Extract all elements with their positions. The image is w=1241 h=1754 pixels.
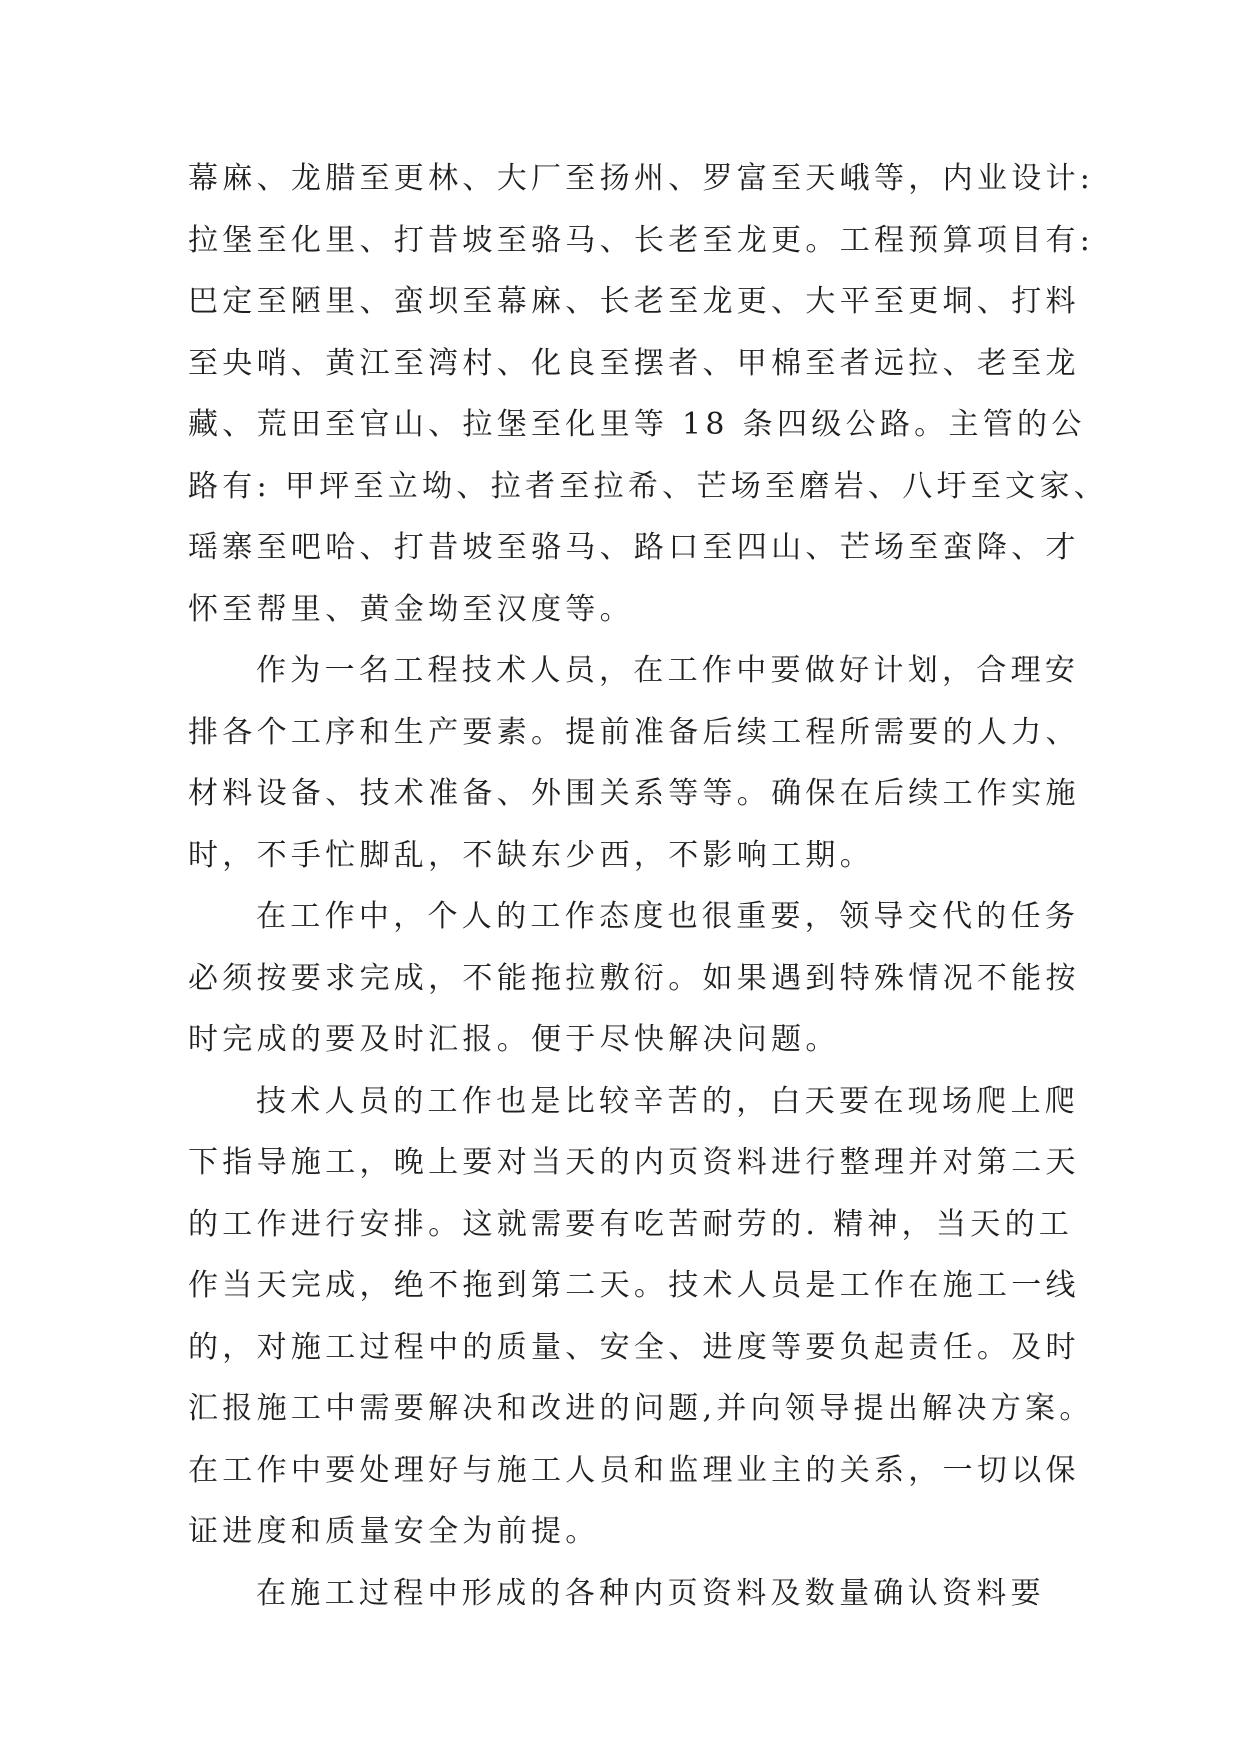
text-line: 瑶寨至吧哈、打昔坡至骆马、路口至四山、芒场至蛮降、才 (188, 530, 1080, 565)
text-line: 排各个工序和生产要素。提前准备后续工程所需要的人力、 (188, 714, 1080, 750)
text-line: 路有: 甲坪至立坳、拉者至拉希、芒场至磨岩、八圩至文家、 (188, 468, 1109, 504)
text-line: 在施工过程中形成的各种内页资料及数量确认资料要 (256, 1575, 1045, 1611)
document-body (188, 148, 1109, 1624)
text-line: 幕麻、龙腊至更林、大厂至扬州、罗富至天峨等，内业设计: (188, 161, 1095, 196)
text-line: 材料设备、技术准备、外围关系等等。确保在后续工作实施 (188, 776, 1080, 811)
text-line: 至央哨、黄江至湾村、化良至摆者、甲棉至者远拉、老至龙 (188, 345, 1080, 381)
text-line: 时，不手忙脚乱，不缺东少西，不影响工期。 (188, 837, 874, 873)
text-line: 作当天完成，绝不拖到第二天。技术人员是工作在施工一线 (188, 1268, 1080, 1303)
text-line: 巴定至陋里、蛮坝至幕麻、长老至龙更、大平至更垌、打料 (188, 284, 1080, 319)
text-line: 作为一名工程技术人员，在工作中要做好计划，合理安 (256, 653, 1080, 688)
text-line: 怀至帮里、黄金坳至汉度等。 (188, 591, 634, 627)
text-line: 下指导施工，晚上要对当天的内页资料进行整理并对第二天 (188, 1145, 1080, 1180)
text-line: 藏、荒田至官山、拉堡至化里等 18 条四级公路。主管的公 (188, 407, 1086, 442)
text-line: 拉堡至化里、打昔坡至骆马、长老至龙更。工程预算项目有: (188, 222, 1095, 258)
text-line: 技术人员的工作也是比较辛苦的，白天要在现场爬上爬 (256, 1083, 1080, 1119)
text-line: 汇报施工中需要解决和改进的问题,并向领导提出解决方案。 (188, 1391, 1094, 1426)
text-line: 必须按要求完成，不能拖拉敷衍。如果遇到特殊情况不能按 (188, 960, 1080, 996)
text-line: 的，对施工过程中的质量、安全、进度等要负起责任。及时 (188, 1329, 1080, 1365)
text-line: 在工作中要处理好与施工人员和监理业主的关系，一切以保 (188, 1452, 1080, 1488)
text-line: 的工作进行安排。这就需要有吃苦耐劳的. 精神，当天的工 (188, 1206, 1074, 1242)
text-line: 证进度和质量安全为前提。 (188, 1514, 600, 1549)
text-line: 时完成的要及时汇报。便于尽快解决问题。 (188, 1022, 840, 1057)
text-line: 在工作中，个人的工作态度也很重要，领导交代的任务 (256, 899, 1080, 934)
